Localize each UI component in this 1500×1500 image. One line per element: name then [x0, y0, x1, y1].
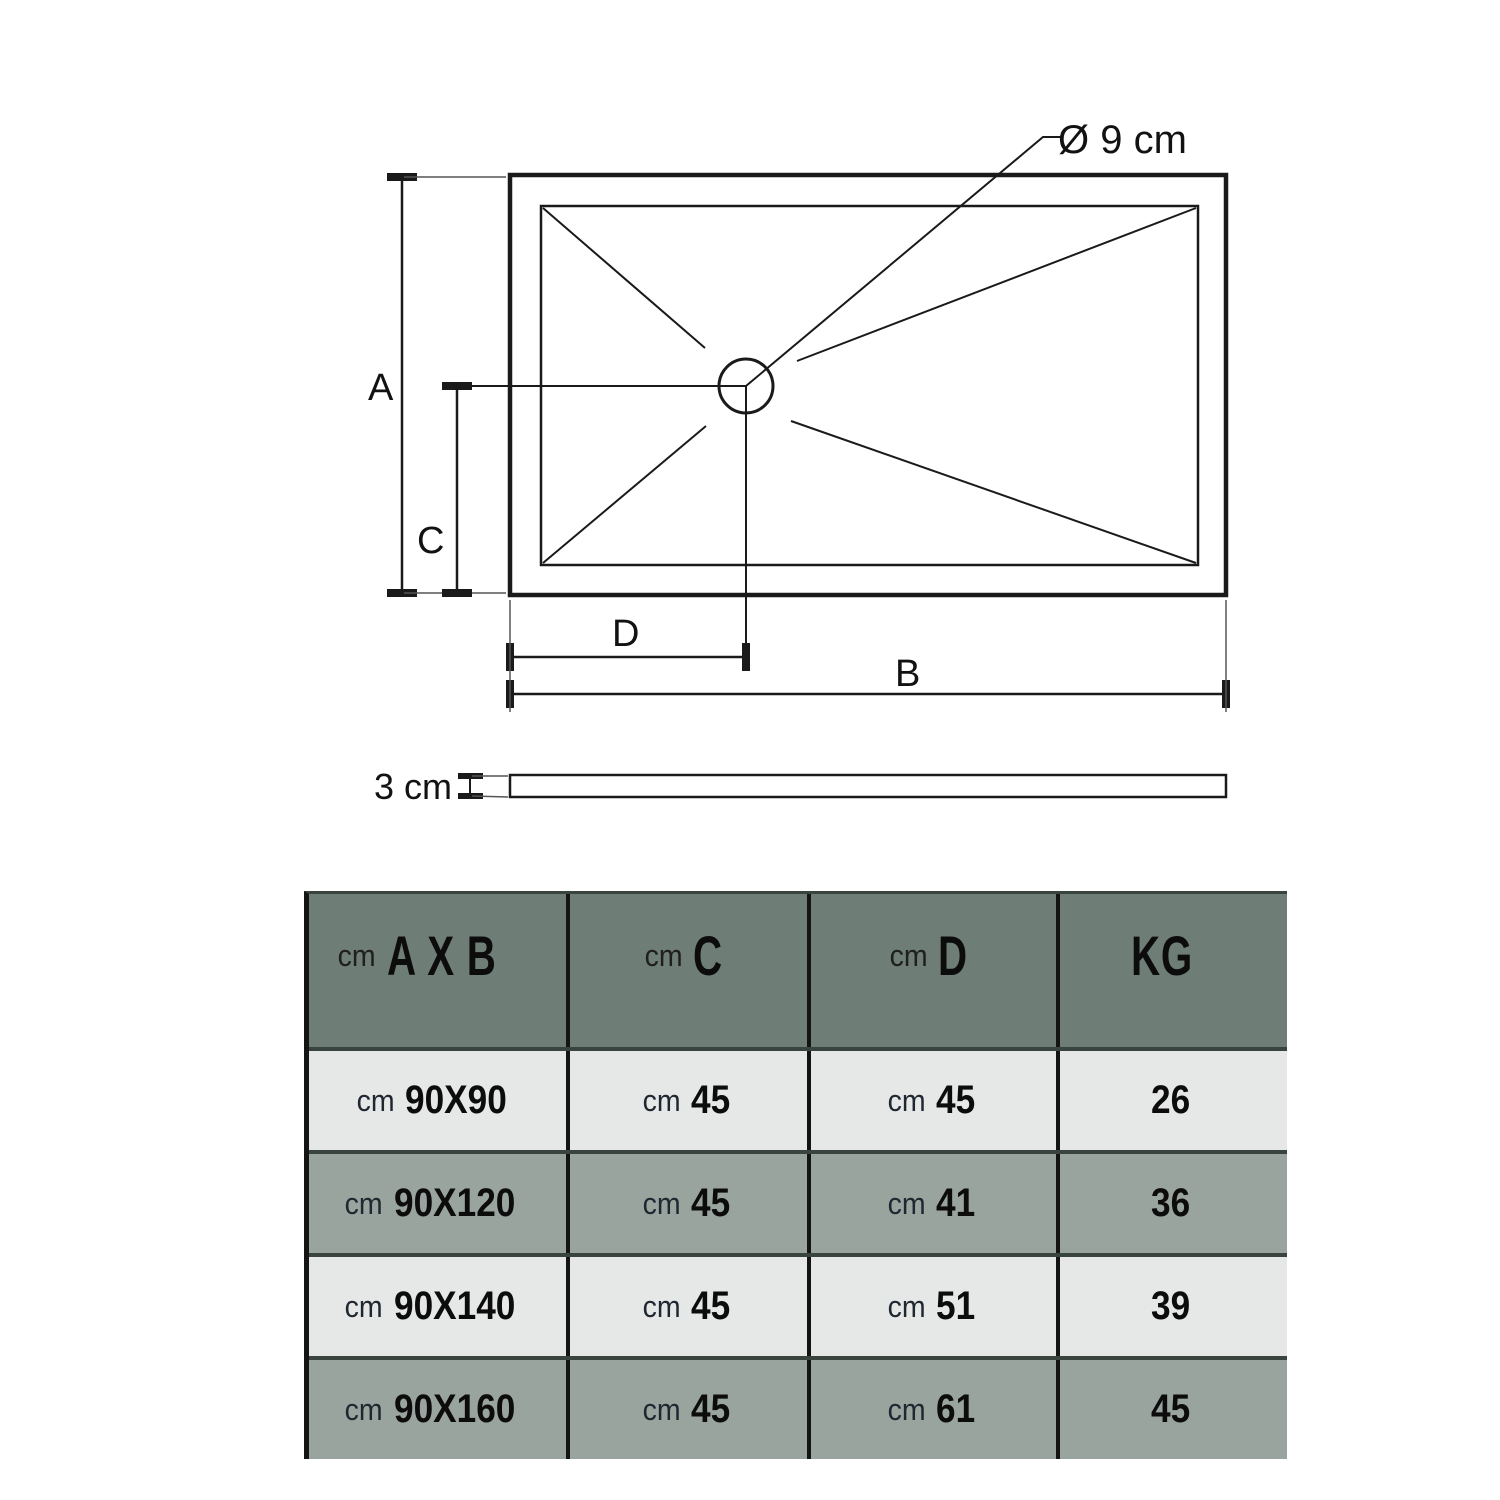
- label-c: C: [417, 520, 445, 562]
- header-unit: cm: [889, 937, 928, 973]
- cell-unit: cm: [642, 1185, 681, 1221]
- cell-unit: cm: [887, 1288, 926, 1324]
- header-label: C: [692, 924, 723, 987]
- cell-d: [811, 1051, 1060, 1150]
- header-cell-kg: [1060, 894, 1287, 1047]
- cell-unit: cm: [642, 1288, 681, 1324]
- header-unit: cm: [337, 937, 376, 973]
- cell-axb: [309, 1360, 570, 1459]
- header-label: KG: [1130, 924, 1193, 987]
- cell-unit: cm: [345, 1288, 384, 1324]
- cell-value: 26: [1151, 1078, 1191, 1122]
- label-a: A: [368, 367, 394, 409]
- dimension-thickness: [458, 776, 508, 797]
- header-label: A X B: [386, 924, 497, 987]
- dimension-c: [442, 386, 472, 593]
- cell-unit: cm: [356, 1082, 395, 1118]
- cell-c: [570, 1360, 811, 1459]
- table-row: [309, 1356, 1287, 1459]
- cell-kg: [1060, 1257, 1287, 1356]
- cell-c: [570, 1257, 811, 1356]
- cell-unit: cm: [887, 1391, 926, 1427]
- cell-d: [811, 1154, 1060, 1253]
- cell-value: 90X160: [393, 1387, 516, 1431]
- cell-value: 45: [936, 1078, 976, 1122]
- cell-value: 36: [1151, 1181, 1191, 1225]
- cell-axb: [309, 1154, 570, 1253]
- table-row: [309, 1047, 1287, 1150]
- cell-value: 39: [1151, 1284, 1191, 1328]
- cell-value: 45: [691, 1078, 731, 1122]
- label-d: D: [612, 613, 640, 655]
- header-unit: cm: [644, 937, 683, 973]
- cell-unit: cm: [887, 1185, 926, 1221]
- header-cell-d: [811, 894, 1060, 1047]
- label-drain-diameter: Ø 9 cm: [1058, 118, 1187, 162]
- cell-value: 61: [936, 1387, 976, 1431]
- header-label: D: [937, 924, 968, 987]
- cell-unit: cm: [642, 1391, 681, 1427]
- table-row: [309, 1253, 1287, 1356]
- cell-value: 41: [936, 1181, 976, 1225]
- cell-axb: [309, 1257, 570, 1356]
- cell-value: 45: [1151, 1387, 1191, 1431]
- cell-value: 90X140: [393, 1284, 516, 1328]
- tray-side-view-rect: [510, 775, 1226, 797]
- cell-c: [570, 1154, 811, 1253]
- header-cell-axb: [309, 894, 570, 1047]
- label-b: B: [895, 653, 921, 695]
- cell-c: [570, 1051, 811, 1150]
- label-thickness: 3 cm: [374, 766, 453, 807]
- cell-value: 90X120: [393, 1181, 516, 1225]
- cell-value: 45: [691, 1387, 731, 1431]
- cell-kg: [1060, 1360, 1287, 1459]
- cell-axb: [309, 1051, 570, 1150]
- cell-value: 45: [691, 1181, 731, 1225]
- cell-kg: [1060, 1051, 1287, 1150]
- cell-value: 90X90: [404, 1078, 507, 1122]
- dimensions-table: [304, 891, 1287, 1459]
- table-header-row: [309, 894, 1287, 1047]
- cell-value: 51: [936, 1284, 976, 1328]
- cell-unit: cm: [345, 1185, 384, 1221]
- header-cell-c: [570, 894, 811, 1047]
- cell-d: [811, 1360, 1060, 1459]
- cell-unit: cm: [642, 1082, 681, 1118]
- cell-unit: cm: [345, 1391, 384, 1427]
- cell-kg: [1060, 1154, 1287, 1253]
- cell-d: [811, 1257, 1060, 1356]
- cell-value: 45: [691, 1284, 731, 1328]
- cell-unit: cm: [887, 1082, 926, 1118]
- table-row: [309, 1150, 1287, 1253]
